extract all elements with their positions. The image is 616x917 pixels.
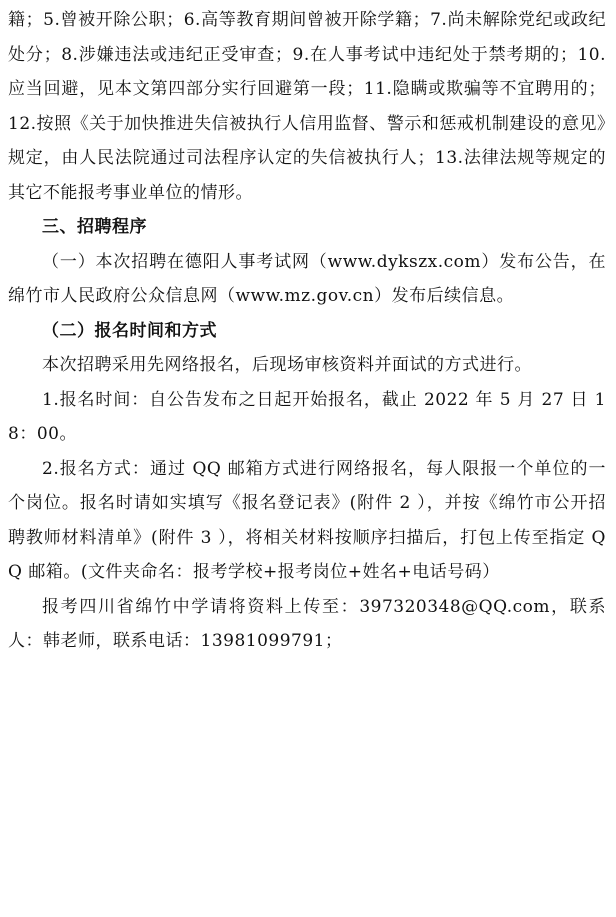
subheading-registration-time-method: （二）报名时间和方式 [42, 320, 217, 341]
document-page [0, 3, 616, 917]
paragraph-registration-way: 2.报名方式：通过 QQ 邮箱方式进行网络报名，每人限报一个单位的一个岗位。报名时请如实填写《报名登记表》(附件 2 ），并按《绵竹市公开招聘教师材料清单》(附件 3 ），将相关材料按顺序扫描后，打包上传至指定 QQ 邮箱。(文件夹命名：报考学校+报考岗位+姓名+电话号码） [8, 458, 606, 582]
paragraph-announcement: （一）本次招聘在德阳人事考试网（www.dykszx.com）发布公告，在绵竹市人民政府公众信息网（www.mz.gov.cn）发布后续信息。 [8, 251, 606, 306]
paragraph-disqualification-list: 籍；5.曾被开除公职；6.高等教育期间曾被开除学籍；7.尚未解除党纪或政纪处分；8.涉嫌违法或违纪正受审查；9.在人事考试中违纪处于禁考期的；10.应当回避，见本文第四部分实行回避第一段；11.隐瞒或欺骗等不宜聘用的；12.按照《关于加快推进失信被执行人信用监督、警示和惩戒机制建设的意见》规定，由人民法院通过司法程序认定的失信被执行人；13.法律法规等规定的其它不能报考事业单位的情形。 [8, 10, 606, 203]
section-heading-recruitment-procedure: 三、招聘程序 [42, 217, 147, 237]
paragraph-contact-info: 报考四川省绵竹中学请将资料上传至：397320348@QQ.com，联系人：韩老师，联系电话：13981099791； [8, 596, 606, 651]
paragraph-registration-time: 1.报名时间：自公告发布之日起开始报名，截止 2022 年 5 月 27 日 18：00。 [8, 389, 606, 444]
paragraph-registration-method: 本次招聘采用先网络报名，后现场审核资料并面试的方式进行。 [42, 355, 532, 375]
